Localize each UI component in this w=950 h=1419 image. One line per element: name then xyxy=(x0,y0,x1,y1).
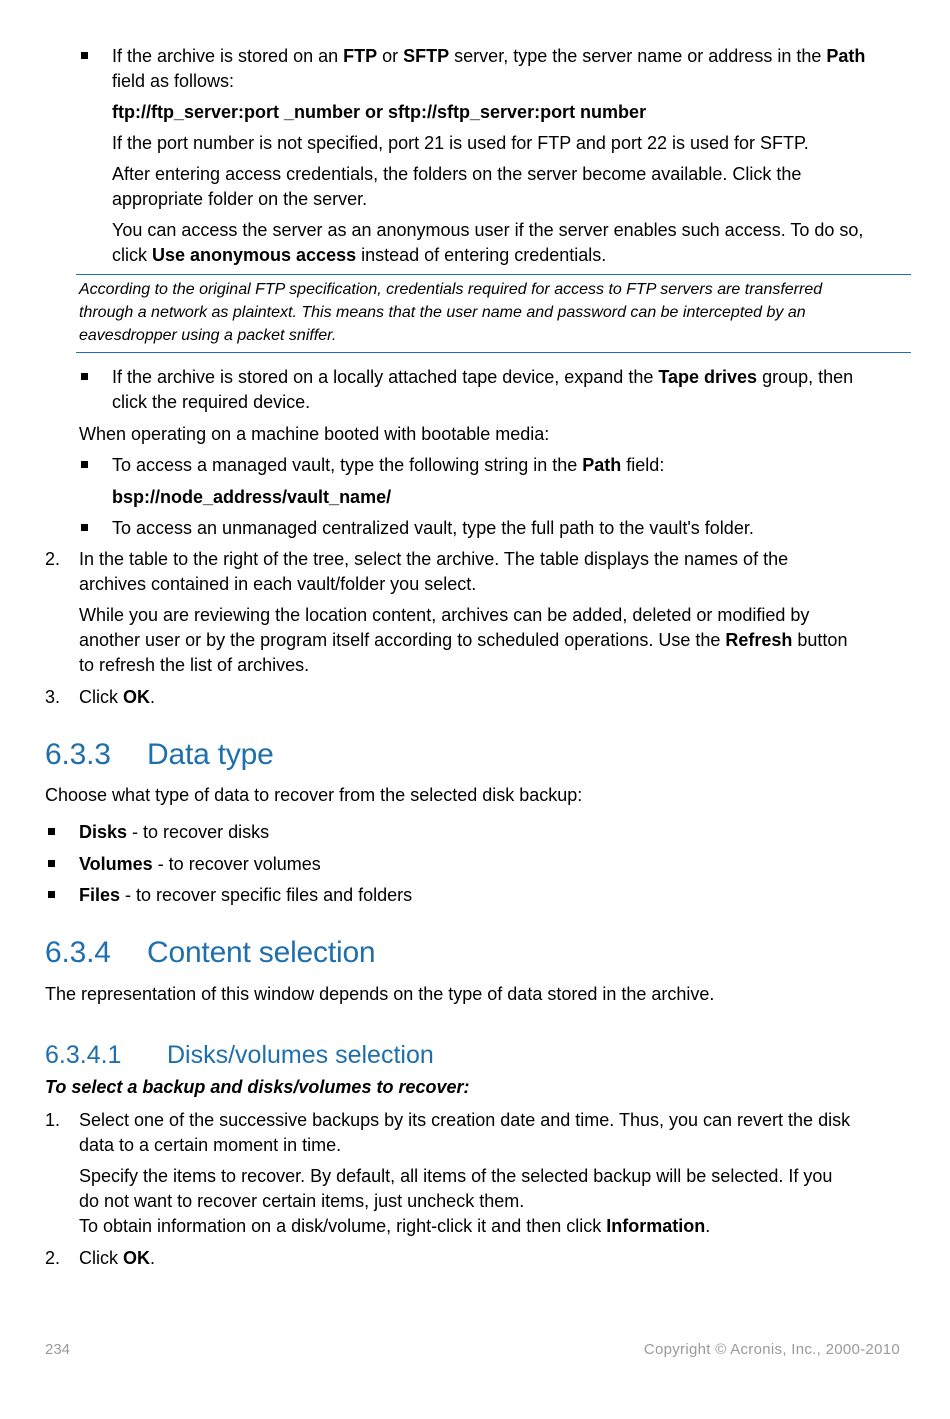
text: field as follows: xyxy=(112,71,235,91)
text: You can access the server as an anonymous user if the server enables such access. To do so, xyxy=(112,220,864,240)
text: While you are reviewing the location content, archives can be added, deleted or modified by xyxy=(79,605,810,625)
bullet-disks xyxy=(79,820,269,845)
bullet-volumes xyxy=(79,852,321,877)
text: server, type the server name or address in the xyxy=(449,46,827,66)
section-heading-6-3-3 xyxy=(45,738,274,772)
section-title: Content selection xyxy=(147,936,376,969)
text: In the table to the right of the tree, select the archive. The table displays the names of the xyxy=(79,549,789,569)
ftp-port-paragraph: If the port number is not specified, port 21 is used for FTP and port 22 is used for SFTP. xyxy=(112,133,809,153)
copyright: Copyright © Acronis, Inc., 2000-2010 xyxy=(643,1341,900,1358)
text: appropriate folder on the server. xyxy=(112,189,368,209)
step-number: 1. xyxy=(45,1110,61,1130)
text: group, then xyxy=(757,367,854,387)
bold-text: Path xyxy=(826,46,866,66)
section-number: 6.3.4.1 xyxy=(45,1041,122,1069)
text: - to recover volumes xyxy=(152,854,321,874)
section-heading-6-3-4 xyxy=(45,936,375,970)
bold-text: OK xyxy=(123,1248,150,1268)
bold-text: Tape drives xyxy=(658,367,758,387)
note-line: eavesdropper using a packet sniffer. xyxy=(79,327,337,344)
step-2-paragraph xyxy=(79,603,847,678)
text: To obtain information on a disk/volume, right-click it and then click xyxy=(79,1216,607,1236)
text: click the required device. xyxy=(112,392,311,412)
step-2-text xyxy=(79,547,788,597)
text: . xyxy=(705,1216,711,1236)
text: button xyxy=(792,630,848,650)
text: After entering access credentials, the folders on the server become available. Click the xyxy=(112,164,802,184)
section-title: Disks/volumes selection xyxy=(167,1041,434,1069)
text: Specify the items to recover. By default, all items of the selected backup will be selected. If you xyxy=(79,1166,833,1186)
text: If the archive is stored on an xyxy=(112,46,344,66)
bold-text: OK xyxy=(123,687,150,707)
disk-step-2-text xyxy=(79,1246,155,1271)
note-line: through a network as plaintext. This means that the user name and password can be intercepted by an xyxy=(79,304,806,321)
bullet-managed-vault xyxy=(112,453,664,478)
bold-text: Path xyxy=(582,455,622,475)
text: another user or by the program itself according to scheduled operations. Use the xyxy=(79,630,726,650)
bullet-unmanaged-vault: To access an unmanaged centralized vault, type the full path to the vault's folder. xyxy=(112,516,754,541)
content-selection-intro: The representation of this window depends on the type of data stored in the archive. xyxy=(45,984,715,1004)
disk-step-1-text xyxy=(79,1108,850,1158)
bold-text: Use anonymous access xyxy=(152,245,357,265)
bold-text: Information xyxy=(606,1216,706,1236)
bold-text: FTP xyxy=(343,46,378,66)
bullet-ftp xyxy=(112,44,865,94)
text: field: xyxy=(621,455,665,475)
bootable-intro: When operating on a machine booted with bootable media: xyxy=(79,424,550,444)
text: or xyxy=(377,46,404,66)
note-box xyxy=(76,274,911,353)
disk-step-1-paragraph xyxy=(79,1164,832,1239)
text: click xyxy=(112,245,152,265)
text: If the archive is stored on a locally attached tape device, expand the xyxy=(112,367,659,387)
bold-text: Disks xyxy=(79,822,128,842)
bsp-syntax: bsp://node_address/vault_name/ xyxy=(112,487,392,507)
text: To access a managed vault, type the following string in the xyxy=(112,455,583,475)
text: - to recover specific files and folders xyxy=(120,885,413,905)
text: do not want to recover certain items, just uncheck them. xyxy=(79,1191,525,1211)
text: - to recover disks xyxy=(127,822,270,842)
procedure-heading: To select a backup and disks/volumes to recover: xyxy=(45,1077,470,1097)
text: instead of entering credentials. xyxy=(356,245,607,265)
step-number: 3. xyxy=(45,687,61,707)
text: Select one of the successive backups by its creation date and time. Thus, you can revert the disk xyxy=(79,1110,851,1130)
bold-text: SFTP xyxy=(403,46,450,66)
text: . xyxy=(150,687,156,707)
text: data to a certain moment in time. xyxy=(79,1135,342,1155)
bullet-tape xyxy=(112,365,853,415)
ftp-syntax: ftp://ftp_server:port _number or sftp://sftp_server:port number xyxy=(112,102,647,122)
text: . xyxy=(150,1248,156,1268)
step-number: 2. xyxy=(45,549,61,569)
section-heading-6-3-4-1 xyxy=(45,1040,434,1070)
page-number: 234 xyxy=(45,1341,71,1358)
bold-text: Volumes xyxy=(79,854,153,874)
text: archives contained in each vault/folder you select. xyxy=(79,574,477,594)
note-line: According to the original FTP specification, credentials required for access to FTP servers are transferred xyxy=(79,281,823,298)
text: to refresh the list of archives. xyxy=(79,655,310,675)
section-title: Data type xyxy=(147,738,274,771)
bold-text: Files xyxy=(79,885,121,905)
section-number: 6.3.3 xyxy=(45,738,111,771)
section-number: 6.3.4 xyxy=(45,936,111,969)
step-3-text xyxy=(79,685,155,710)
text: Click xyxy=(79,1248,123,1268)
step-number: 2. xyxy=(45,1248,61,1268)
ftp-credentials-paragraph xyxy=(112,162,801,212)
bold-text: Refresh xyxy=(725,630,793,650)
ftp-anonymous-paragraph xyxy=(112,218,863,268)
text: Click xyxy=(79,687,123,707)
bullet-files xyxy=(79,883,412,908)
data-type-intro: Choose what type of data to recover from the selected disk backup: xyxy=(45,785,583,805)
